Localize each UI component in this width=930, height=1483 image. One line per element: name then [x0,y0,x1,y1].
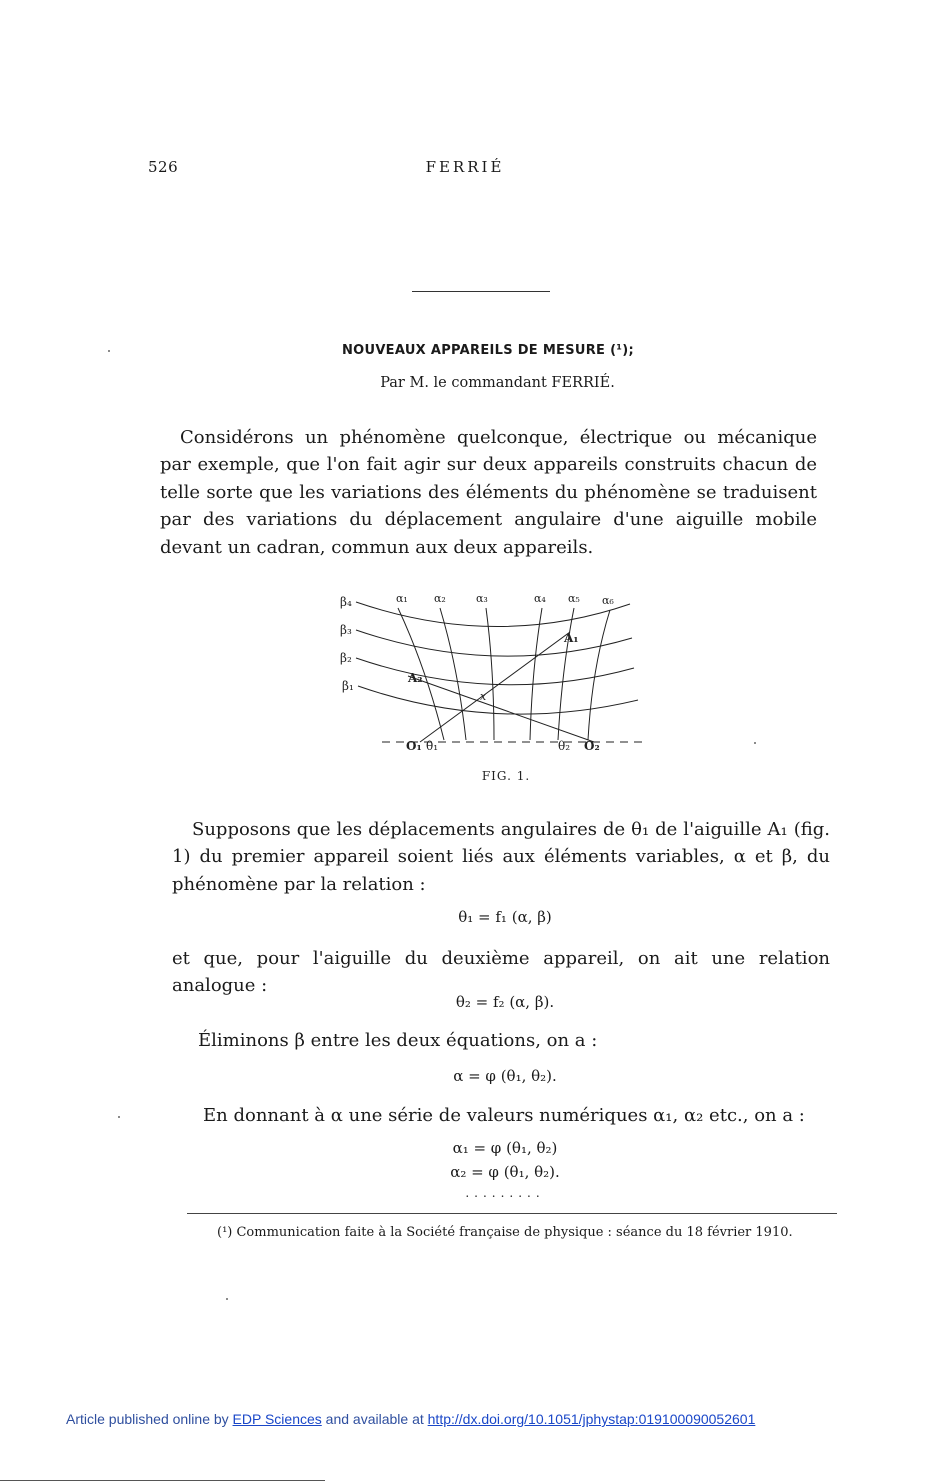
label-alpha1: α₁ [396,592,408,605]
bottom-rule [0,1480,325,1481]
label-alpha3: α₃ [476,592,488,605]
label-alpha6: α₆ [602,594,614,607]
label-alpha2: α₂ [434,592,446,605]
alpha5-curve [558,608,574,740]
label-beta1: β₁ [342,679,354,693]
page-number: 526 [148,158,179,176]
label-alpha4: α₄ [534,592,546,605]
equation-alpha: α = φ (θ₁, θ₂). [453,1067,557,1085]
paragraph-eliminate: Éliminons β entre les deux équations, on a : [198,1030,598,1051]
label-O2: O₂ [584,739,600,753]
footnote: (¹) Communication faite à la Société française de physique : séance du 18 février 1910. [217,1225,793,1240]
figure-1 [336,588,656,788]
paragraph-intro: Considérons un phénomène quelconque, électrique ou mécanique par exemple, que l'on fait agir sur deux appareils construits chacun de telle sorte que les variations des éléments du phénomène se traduisent par des variations du déplacement angulaire d'une aiguille mobile devant un cadran, commun aux deux appareils. [160,427,817,558]
label-alpha5: α₅ [568,592,580,605]
footer-prefix: Article published online by [66,1411,233,1427]
margin-speck [108,350,110,352]
label-theta2: θ₂ [558,739,571,753]
label-beta4: β₄ [340,595,352,609]
equation-theta2: θ₂ = f₂ (α, β). [455,993,555,1011]
label-O1: O₁ [406,739,422,753]
footer-middle: and available at [321,1411,428,1427]
label-beta2: β₂ [340,651,352,665]
running-head [0,158,930,182]
figure-caption: FIG. 1. [481,769,531,783]
beta2-curve [356,658,634,685]
beta4-curve [356,602,630,627]
footer-credit [66,1411,755,1427]
margin-speck [226,1298,228,1300]
beta3-curve [356,630,632,656]
publisher-link[interactable]: EDP Sciences [232,1411,322,1427]
label-beta3: β₃ [340,623,352,637]
label-x: x [480,690,487,703]
beta1-curve [358,686,638,714]
label-theta1: θ₁ [426,739,439,753]
paragraph-suppose: Supposons que les déplacements angulaires de θ₁ de l'aiguille A₁ (fig. 1) du premier appareil soient liés aux éléments variables, α et β, du phénomène par la relation : [172,819,830,895]
title-rule [412,291,550,292]
paragraph-analogue: et que, pour l'aiguille du deuxième appareil, on ait une relation analogue : [172,948,830,997]
footnote-rule [187,1213,837,1214]
equation-theta1: θ₁ = f₁ (α, β) [458,908,552,926]
running-head-author: FERRIÉ [425,158,505,176]
equation-alpha2: α₂ = φ (θ₁, θ₂). [450,1163,560,1181]
alpha2-curve [440,608,466,740]
alpha3-curve [486,608,494,740]
margin-speck [754,742,756,744]
margin-speck [118,1116,120,1118]
doi-link[interactable]: http://dx.doi.org/10.1051/jphystap:019100090052601 [427,1411,756,1427]
label-A2: A₂ [408,671,423,685]
paragraph-series: En donnant à α une série de valeurs numériques α₁, α₂ etc., on a : [203,1105,805,1126]
continuation-dots: ......... [465,1186,545,1200]
article-byline: Par M. le commandant FERRIÉ. [380,375,615,391]
equation-alpha1: α₁ = φ (θ₁, θ₂) [452,1139,558,1157]
article-title: NOUVEAUX APPAREILS DE MESURE (¹); [341,343,635,358]
label-A1: A₁ [564,631,579,645]
